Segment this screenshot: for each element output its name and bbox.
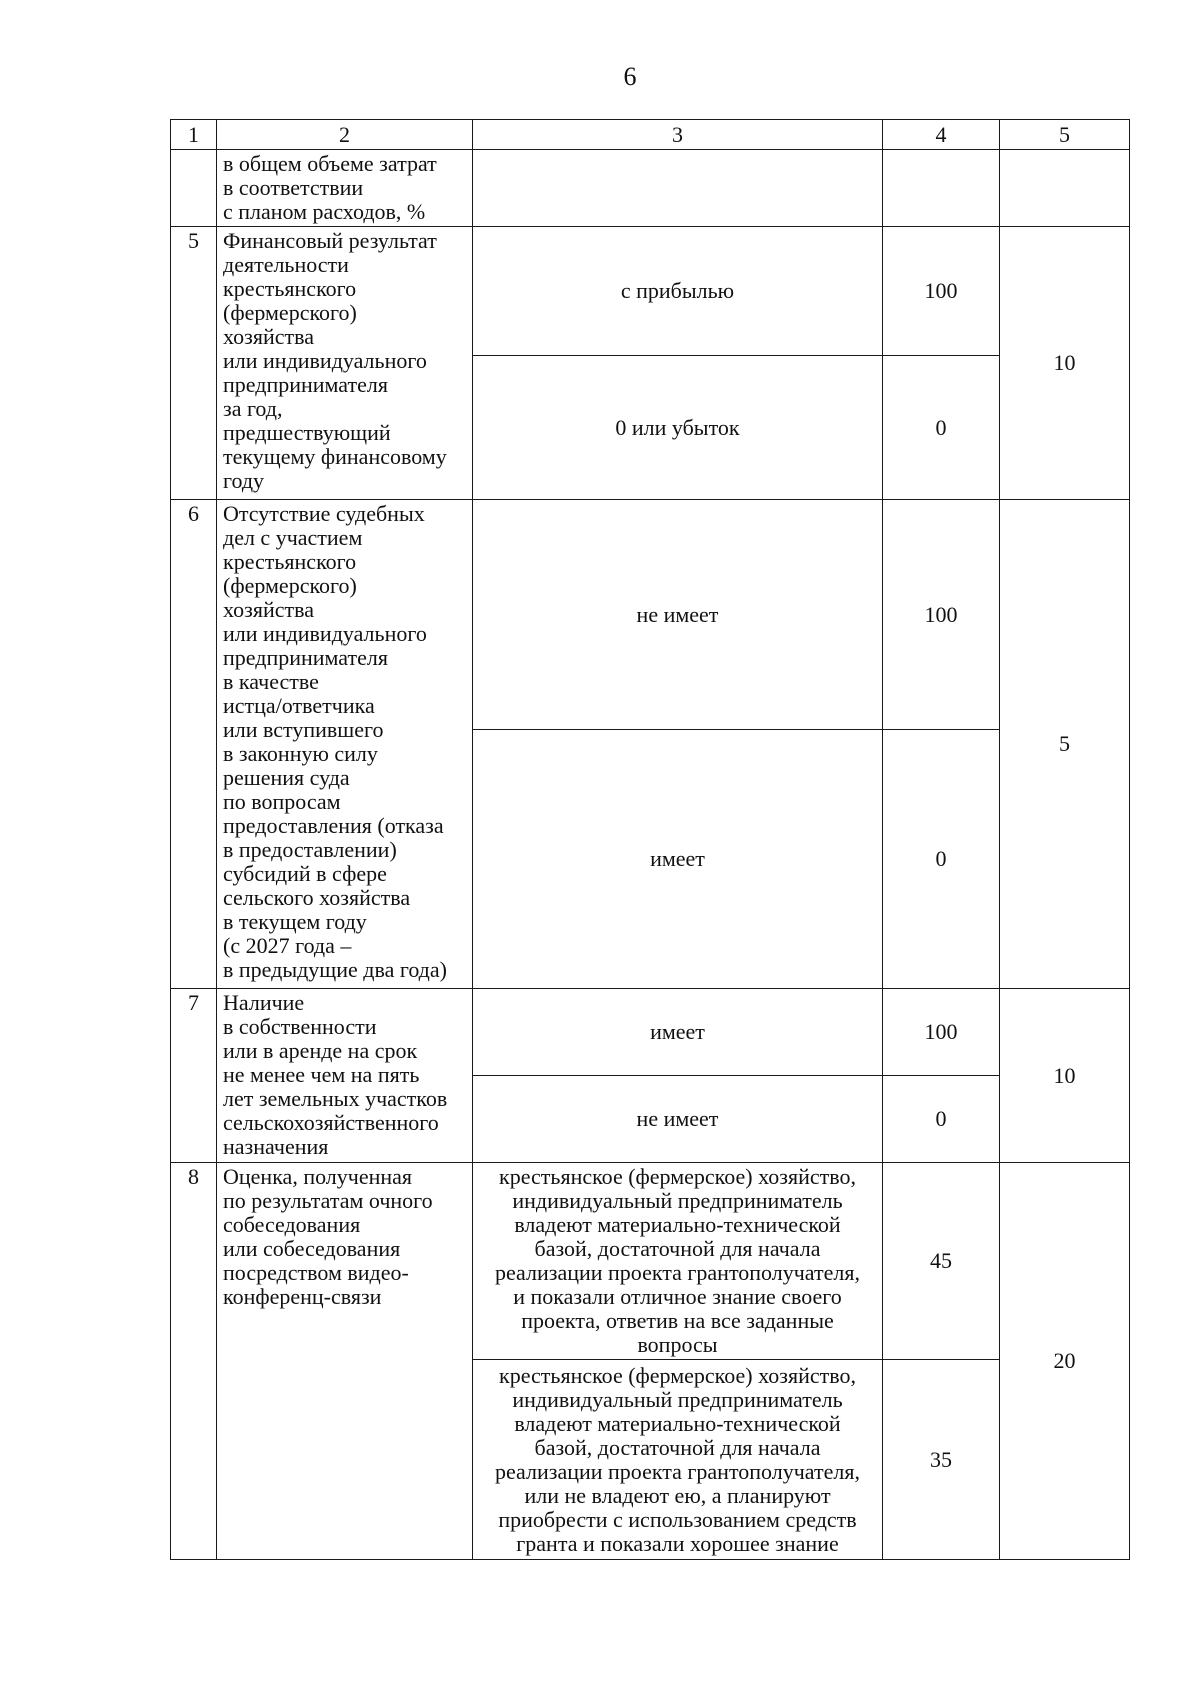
criterion-name-line: или вступившего: [223, 717, 384, 742]
criterion-name-line: посредством видео-: [223, 1260, 409, 1285]
weight-cell: 10: [1000, 227, 1130, 500]
criterion-name-line: в предоставлении): [223, 837, 397, 862]
criterion-name-line: текущему финансовому: [223, 444, 447, 469]
criterion-name-line: деятельности: [223, 252, 349, 277]
criterion-name-line: предшествующий: [223, 420, 391, 445]
criterion-name-line: истца/ответчика: [223, 693, 375, 718]
criterion-name-line: (с 2027 года –: [223, 933, 352, 958]
criteria-table: [170, 119, 1130, 1560]
criterion-name-line: дел с участием: [223, 525, 363, 550]
criterion-value-cell: с прибылью: [473, 227, 883, 356]
row-number-cell: 7: [171, 989, 217, 1163]
criterion-value-line: проекта, ответив на все заданные: [521, 1308, 834, 1333]
criterion-name-line: хозяйства: [223, 324, 314, 349]
row-number-cell: [171, 150, 217, 227]
table-row-5: [171, 227, 1130, 356]
points-cell: 0: [883, 730, 1000, 989]
header-cell-4: 4: [883, 120, 1000, 150]
row-number-cell: 5: [171, 227, 217, 500]
weight-cell: 20: [1000, 1163, 1130, 1560]
criterion-name-cell: [217, 989, 473, 1163]
criterion-value-cell: не имеет: [473, 500, 883, 730]
criterion-value-cell: имеет: [473, 730, 883, 989]
criterion-name-line: Оценка, полученная: [223, 1164, 413, 1189]
criterion-name-line: или индивидуального: [223, 621, 427, 646]
criterion-name-line: сельскохозяйственного: [223, 1110, 439, 1135]
criterion-name-line: или в аренде на срок: [223, 1038, 418, 1063]
criterion-name-line: назначения: [223, 1134, 329, 1159]
header-cell-2: 2: [217, 120, 473, 150]
criterion-value-line: индивидуальный предприниматель: [512, 1386, 843, 1412]
table-row-6: [171, 500, 1130, 730]
points-cell: 0: [883, 1076, 1000, 1163]
criterion-name-line: в собственности: [223, 1014, 377, 1039]
points-cell: [883, 150, 1000, 227]
weight-cell: 10: [1000, 989, 1130, 1163]
criterion-value-line: гранта и показали хорошее знание: [516, 1530, 839, 1556]
header-cell-1: 1: [171, 120, 217, 150]
criterion-name-line: (фермерского): [223, 573, 357, 598]
criterion-name-line: с планом расходов, %: [223, 199, 426, 224]
criterion-name-line: субсидий в сфере: [223, 861, 387, 886]
criterion-value-line: крестьянское (фермерское) хозяйство,: [499, 1362, 856, 1388]
criterion-value-cell: [473, 1360, 883, 1560]
criterion-name-line: крестьянского: [223, 276, 357, 301]
criterion-name-line: крестьянского: [223, 549, 357, 574]
criterion-name-line: (фермерского): [223, 300, 357, 325]
criterion-name-line: предпринимателя: [223, 372, 388, 397]
criterion-value-line: владеют материально-технической: [514, 1212, 841, 1237]
criterion-value-line: крестьянское (фермерское) хозяйство,: [499, 1164, 856, 1189]
criterion-name-line: в законную силу: [223, 741, 378, 766]
criterion-value-cell: имеет: [473, 989, 883, 1076]
criterion-name-cell: [217, 150, 473, 227]
weight-cell: [1000, 150, 1130, 227]
points-cell: 45: [883, 1163, 1000, 1360]
criterion-name-line: лет земельных участков: [223, 1086, 448, 1111]
criterion-name-line: или индивидуального: [223, 348, 427, 373]
criterion-name-line: Финансовый результат: [223, 228, 437, 253]
criterion-name-line: собеседования: [223, 1212, 361, 1237]
criterion-name-line: в соответствии: [223, 175, 364, 200]
points-cell: 100: [883, 227, 1000, 356]
criterion-name-cell: [217, 1163, 473, 1560]
points-cell: 100: [883, 989, 1000, 1076]
points-cell: 100: [883, 500, 1000, 730]
criterion-value-line: реализации проекта грантополучателя,: [495, 1458, 860, 1484]
criterion-value-line: вопросы: [637, 1332, 718, 1357]
page-number: 6: [623, 62, 637, 91]
criterion-name-line: сельского хозяйства: [223, 885, 411, 910]
criterion-value-line: базой, достаточной для начала: [534, 1434, 821, 1460]
table-header-row: [171, 120, 1130, 150]
header-cell-3: 3: [473, 120, 883, 150]
criterion-value-cell: [473, 150, 883, 227]
criterion-name-line: в качестве: [223, 669, 319, 694]
criterion-value-line: и показали отличное знание своего: [513, 1284, 842, 1309]
header-cell-5: 5: [1000, 120, 1130, 150]
criterion-value-line: владеют материально-технической: [514, 1410, 841, 1436]
criterion-name-cell: [217, 227, 473, 500]
criterion-name-line: конференц-связи: [223, 1284, 382, 1309]
criterion-name-line: по вопросам: [223, 789, 341, 814]
weight-cell: 5: [1000, 500, 1130, 989]
criterion-value-cell: [473, 1163, 883, 1360]
criterion-value-line: приобрести с использованием средств: [498, 1506, 857, 1532]
criterion-value-line: базой, достаточной для начала: [534, 1236, 821, 1261]
points-cell: 0: [883, 356, 1000, 500]
criterion-value-cell: 0 или убыток: [473, 356, 883, 500]
criterion-name-line: решения суда: [223, 765, 350, 790]
criterion-name-line: хозяйства: [223, 597, 314, 622]
criterion-name-cell: [217, 500, 473, 989]
points-cell: 35: [883, 1360, 1000, 1560]
criterion-name-line: не менее чем на пять: [223, 1062, 420, 1087]
criterion-value-line: реализации проекта грантополучателя,: [495, 1260, 860, 1285]
criterion-name-line: в общем объеме затрат: [223, 151, 437, 176]
table-row-7: [171, 989, 1130, 1076]
criterion-name-line: по результатам очного: [223, 1188, 433, 1213]
row-number-cell: 6: [171, 500, 217, 989]
criterion-name-line: или собеседования: [223, 1236, 401, 1261]
criterion-name-line: предпринимателя: [223, 645, 388, 670]
criterion-value-line: индивидуальный предприниматель: [512, 1188, 843, 1213]
criterion-name-line: Наличие: [223, 990, 305, 1015]
table-row-8: [171, 1163, 1130, 1360]
table-row-continuation: [171, 150, 1130, 227]
criterion-name-line: в текущем году: [223, 909, 367, 934]
criterion-name-line: за год,: [223, 396, 283, 421]
criterion-value-line: или не владеют ею, а планируют: [524, 1482, 831, 1508]
criterion-name-line: предоставления (отказа: [223, 813, 444, 838]
criterion-name-line: году: [223, 468, 265, 493]
row-number-cell: 8: [171, 1163, 217, 1560]
criterion-name-line: Отсутствие судебных: [223, 501, 425, 526]
criterion-value-cell: не имеет: [473, 1076, 883, 1163]
criterion-name-line: в предыдущие два года): [223, 957, 447, 982]
